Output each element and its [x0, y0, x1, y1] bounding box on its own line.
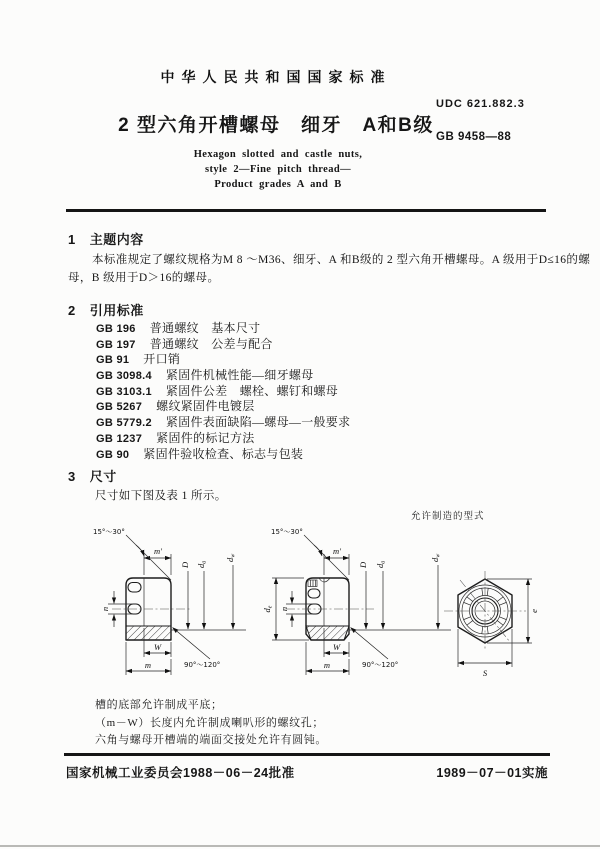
list-item [96, 399, 350, 415]
svg-text:90°～120°: 90°～120° [362, 661, 399, 669]
svg-text:da: da [196, 560, 208, 568]
referenced-standards-list [96, 321, 350, 462]
list-item [96, 431, 350, 447]
approval-statement: 国家机械工业委员会1988－06－24批准 [66, 766, 295, 780]
dimension-m-prime [324, 546, 349, 575]
list-item [96, 368, 350, 384]
section-3-heading [68, 466, 117, 485]
section-1-paragraph-line-2: 母，B 级用于D＞16的螺母。 [68, 272, 220, 284]
nut-body-outline [112, 578, 190, 640]
header-divider-rule [66, 209, 546, 212]
section-1-heading [68, 229, 144, 248]
ref-code: GB 196 [96, 323, 136, 335]
ref-title: 紧固件验收检查、标志与包装 [143, 446, 304, 461]
list-item [96, 321, 350, 337]
footer-divider-rule [64, 753, 550, 756]
effective-date: 1989－07－01实施 [436, 766, 548, 780]
page-bottom-edge [0, 845, 600, 847]
svg-text:m: m [144, 660, 152, 670]
svg-text:90°～120°: 90°～120° [184, 661, 221, 669]
english-title-line-1: Hexagon slotted and castle nuts, [193, 149, 363, 160]
svg-text:15°～30°: 15°～30° [93, 528, 125, 536]
standard-number: GB 9458—88 [436, 131, 512, 143]
svg-text:da: da [375, 560, 387, 568]
section-2-heading [68, 300, 144, 319]
svg-text:m′: m′ [154, 546, 162, 556]
section-1-title: 主题内容 [89, 232, 144, 247]
angle-90-120 [173, 628, 221, 670]
national-standard-heading: 中华人民共和国国家标准 [160, 69, 392, 85]
diameter-dimensions [171, 554, 246, 630]
figure-permitted-form-view [256, 523, 456, 683]
ref-code: GB 90 [96, 448, 130, 461]
english-title-line-3: Product grades A and B [214, 179, 342, 190]
svg-text:n: n [279, 606, 289, 612]
ref-code: GB 3103.1 [96, 385, 152, 398]
svg-text:m′: m′ [333, 546, 341, 556]
svg-text:W: W [332, 642, 341, 652]
ref-code: GB 5267 [96, 401, 143, 414]
list-item [96, 337, 350, 353]
section-2-title: 引用标准 [89, 303, 144, 318]
ref-code: GB 91 [96, 354, 130, 367]
svg-text:dw: dw [430, 553, 442, 562]
ref-title: 开口销 [143, 352, 181, 367]
ref-title: 螺纹紧固件电镀层 [156, 399, 255, 414]
dimension-m [306, 642, 349, 675]
note-line-1: 槽的底部允许制成平底； [95, 699, 223, 711]
section-1-number: 1 [68, 232, 76, 247]
svg-text:W: W [153, 642, 162, 652]
svg-text:D: D [358, 561, 368, 568]
ref-title: 普通螺纹 公差与配合 [149, 336, 273, 351]
angle-90-120 [351, 628, 399, 670]
svg-text:de: de [262, 605, 274, 613]
ref-title: 紧固件的标记方法 [156, 430, 255, 445]
figure-notes [95, 697, 327, 750]
ref-title: 紧固件公差 螺栓、螺钉和螺母 [165, 383, 339, 398]
figure-main-section-view [88, 523, 253, 683]
section-3-title: 尺寸 [89, 469, 117, 484]
ref-code: GB 197 [96, 338, 136, 351]
list-item [96, 384, 350, 400]
svg-text:dw: dw [225, 553, 237, 562]
centerlines [444, 571, 526, 651]
section-2-number: 2 [68, 303, 76, 318]
standard-title-english [0, 147, 556, 192]
ref-title: 紧固件机械性能—细牙螺母 [165, 368, 314, 383]
section-3-body: 尺寸如下图及表 1 所示。 [95, 490, 227, 502]
list-item [96, 352, 350, 368]
diameter-dimensions [349, 554, 451, 630]
english-title-line-2: style 2—Fine pitch thread— [204, 164, 352, 175]
permitted-form-caption: 允许制造的型式 [411, 512, 485, 522]
list-item [96, 447, 350, 463]
section-1-paragraph-line-1: 本标准规定了螺纹规格为M 8 ～M36、细牙、A 和B级的 2 型六角开槽螺母。A 级用于D≤16的螺 [92, 254, 591, 266]
svg-text:e: e [529, 609, 539, 613]
note-line-3: 六角与螺母开槽端的端面交接处允许有圆钝。 [95, 734, 327, 746]
standard-title-chinese: 2 型六角开槽螺母 细牙 A和B级 [118, 115, 434, 136]
svg-text:n: n [100, 606, 110, 612]
svg-text:15°～30°: 15°～30° [271, 528, 303, 536]
ref-title: 紧固件表面缺陷—螺母—一般要求 [165, 415, 351, 430]
svg-text:D: D [180, 561, 190, 568]
list-item [96, 415, 350, 431]
svg-text:S: S [482, 668, 488, 678]
svg-text:m: m [323, 660, 331, 670]
udc-number: UDC 621.882.3 [436, 98, 525, 110]
ref-code: GB 5779.2 [96, 417, 152, 430]
ref-title: 普通螺纹 基本尺寸 [149, 321, 261, 335]
ref-code: GB 1237 [96, 432, 143, 445]
section-3-number: 3 [68, 469, 76, 484]
dimension-m-prime [144, 546, 171, 575]
figure-hex-end-view [440, 543, 560, 688]
dimension-m [126, 642, 171, 675]
nut-body-outline [286, 578, 374, 640]
ref-code: GB 3098.4 [96, 370, 152, 383]
note-line-2: （m－W）长度内允许制成喇叭形的螺纹孔； [95, 716, 324, 729]
